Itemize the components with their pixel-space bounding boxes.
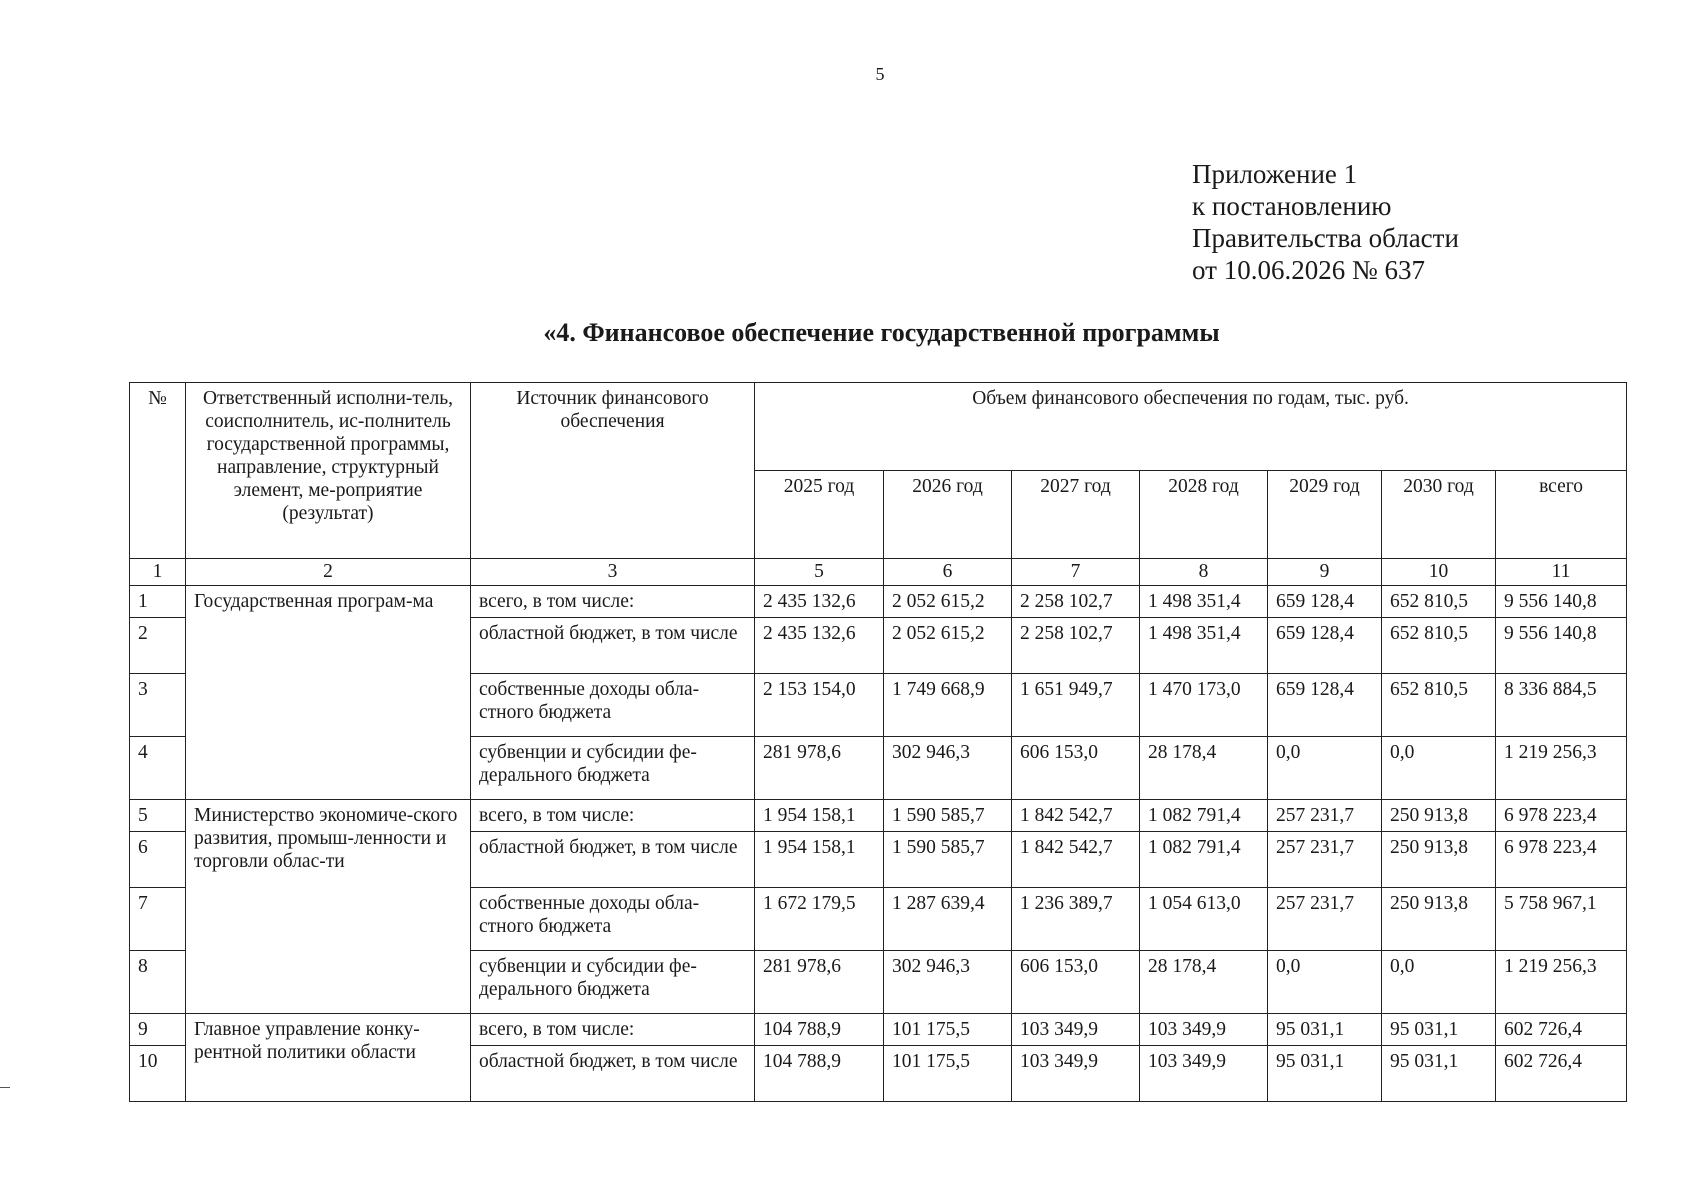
value-cell: 1 590 585,7 [884,800,1012,832]
value-cell: 0,0 [1268,737,1382,800]
source-cell: собственные доходы обла-стного бюджета [471,674,755,737]
value-cell: 103 349,9 [1012,1014,1140,1046]
value-cell: 95 031,1 [1268,1014,1382,1046]
source-cell: субвенции и субсидии фе-дерального бюджета [471,951,755,1014]
row-number: 2 [130,618,186,674]
header-year: 2025 год [755,471,884,559]
value-cell: 103 349,9 [1012,1046,1140,1102]
table-row [130,586,1627,618]
section-title: «4. Финансовое обеспечение государственной программы [543,318,1220,347]
value-cell: 2 258 102,7 [1012,586,1140,618]
value-cell: 95 031,1 [1382,1046,1496,1102]
row-number: 10 [130,1046,186,1102]
value-cell: 659 128,4 [1268,674,1382,737]
header-year: 2027 год [1012,471,1140,559]
header-year: 2026 год [884,471,1012,559]
source-cell: всего, в том числе: [471,1014,755,1046]
value-cell: 250 913,8 [1382,888,1496,951]
value-cell: 652 810,5 [1382,586,1496,618]
value-cell: 6 978 223,4 [1496,832,1627,888]
value-cell: 257 231,7 [1268,800,1382,832]
appendix-line: Приложение 1 [1192,159,1358,189]
row-number: 6 [130,832,186,888]
executor-cell: Министерство экономиче-ского развития, промыш-ленности и торговли облас-ти [186,800,471,1014]
value-cell: 2 052 615,2 [884,586,1012,618]
row-number: 4 [130,737,186,800]
page-number: 5 [875,64,885,84]
value-cell: 95 031,1 [1268,1046,1382,1102]
value-cell: 103 349,9 [1140,1014,1268,1046]
value-cell: 1 082 791,4 [1140,800,1268,832]
appendix-line: от 10.06.2026 № 637 [1192,255,1425,285]
value-cell: 5 758 967,1 [1496,888,1627,951]
header-no: № [130,383,186,559]
column-number: 1 [130,559,186,586]
value-cell: 1 082 791,4 [1140,832,1268,888]
value-cell: 6 978 223,4 [1496,800,1627,832]
column-number: 2 [186,559,471,586]
value-cell: 1 219 256,3 [1496,737,1627,800]
value-cell: 0,0 [1382,951,1496,1014]
column-number: 6 [884,559,1012,586]
value-cell: 1 219 256,3 [1496,951,1627,1014]
value-cell: 101 175,5 [884,1014,1012,1046]
value-cell: 1 054 613,0 [1140,888,1268,951]
column-number-row [130,559,1627,586]
appendix-line: к постановлению [1192,191,1392,221]
table-row [130,1014,1627,1046]
value-cell: 2 435 132,6 [755,618,884,674]
value-cell: 1 954 158,1 [755,800,884,832]
value-cell: 9 556 140,8 [1496,618,1627,674]
source-cell: всего, в том числе: [471,800,755,832]
source-cell: областной бюджет, в том числе [471,832,755,888]
value-cell: 1 651 949,7 [1012,674,1140,737]
executor-cell: Государственная програм-ма [186,586,471,800]
header-total: всего [1496,471,1627,559]
value-cell: 0,0 [1382,737,1496,800]
column-number: 5 [755,559,884,586]
header-year: 2029 год [1268,471,1382,559]
value-cell: 606 153,0 [1012,737,1140,800]
value-cell: 602 726,4 [1496,1014,1627,1046]
value-cell: 2 435 132,6 [755,586,884,618]
value-cell: 250 913,8 [1382,800,1496,832]
value-cell: 9 556 140,8 [1496,586,1627,618]
header-executor: Ответственный исполни-тель, соисполнитель, ис-полнитель государственной программы, направление, структурный элемент, ме-роприятие (результат) [186,383,471,559]
header-year: 2030 год [1382,471,1496,559]
header-volume: Объем финансового обеспечения по годам, тыс. руб. [755,383,1627,471]
value-cell: 1 470 173,0 [1140,674,1268,737]
value-cell: 103 349,9 [1140,1046,1268,1102]
value-cell: 652 810,5 [1382,674,1496,737]
value-cell: 652 810,5 [1382,618,1496,674]
value-cell: 2 052 615,2 [884,618,1012,674]
value-cell: 28 178,4 [1140,951,1268,1014]
value-cell: 302 946,3 [884,951,1012,1014]
value-cell: 28 178,4 [1140,737,1268,800]
row-number: 5 [130,800,186,832]
source-cell: собственные доходы обла-стного бюджета [471,888,755,951]
value-cell: 95 031,1 [1382,1014,1496,1046]
source-cell: всего, в том числе: [471,586,755,618]
value-cell: 104 788,9 [755,1046,884,1102]
column-number: 10 [1382,559,1496,586]
value-cell: 250 913,8 [1382,832,1496,888]
value-cell: 1 749 668,9 [884,674,1012,737]
value-cell: 1 954 158,1 [755,832,884,888]
source-cell: субвенции и субсидии фе-дерального бюджета [471,737,755,800]
value-cell: 659 128,4 [1268,586,1382,618]
value-cell: 1 590 585,7 [884,832,1012,888]
value-cell: 0,0 [1268,951,1382,1014]
table-row [130,800,1627,832]
row-number: 8 [130,951,186,1014]
value-cell: 8 336 884,5 [1496,674,1627,737]
value-cell: 1 672 179,5 [755,888,884,951]
value-cell: 2 258 102,7 [1012,618,1140,674]
column-number: 3 [471,559,755,586]
column-number: 9 [1268,559,1382,586]
header-year: 2028 год [1140,471,1268,559]
value-cell: 2 153 154,0 [755,674,884,737]
row-number: 7 [130,888,186,951]
column-number: 11 [1496,559,1627,586]
source-cell: областной бюджет, в том числе [471,618,755,674]
row-number: 3 [130,674,186,737]
header-source: Источник финансового обеспечения [471,383,755,559]
financing-table [129,382,1627,1102]
value-cell: 602 726,4 [1496,1046,1627,1102]
executor-cell: Главное управление конку-рентной политики области [186,1014,471,1102]
value-cell: 1 842 542,7 [1012,800,1140,832]
appendix-block [1192,158,1459,286]
value-cell: 1 236 389,7 [1012,888,1140,951]
value-cell: 606 153,0 [1012,951,1140,1014]
appendix-line: Правительства области [1192,223,1459,253]
value-cell: 1 498 351,4 [1140,586,1268,618]
value-cell: 659 128,4 [1268,618,1382,674]
value-cell: 302 946,3 [884,737,1012,800]
value-cell: 281 978,6 [755,951,884,1014]
value-cell: 281 978,6 [755,737,884,800]
scan-edge-mark [0,1087,10,1088]
value-cell: 1 498 351,4 [1140,618,1268,674]
source-cell: областной бюджет, в том числе [471,1046,755,1102]
column-number: 8 [1140,559,1268,586]
value-cell: 257 231,7 [1268,832,1382,888]
value-cell: 1 842 542,7 [1012,832,1140,888]
value-cell: 1 287 639,4 [884,888,1012,951]
value-cell: 104 788,9 [755,1014,884,1046]
value-cell: 257 231,7 [1268,888,1382,951]
value-cell: 101 175,5 [884,1046,1012,1102]
row-number: 1 [130,586,186,618]
column-number: 7 [1012,559,1140,586]
row-number: 9 [130,1014,186,1046]
